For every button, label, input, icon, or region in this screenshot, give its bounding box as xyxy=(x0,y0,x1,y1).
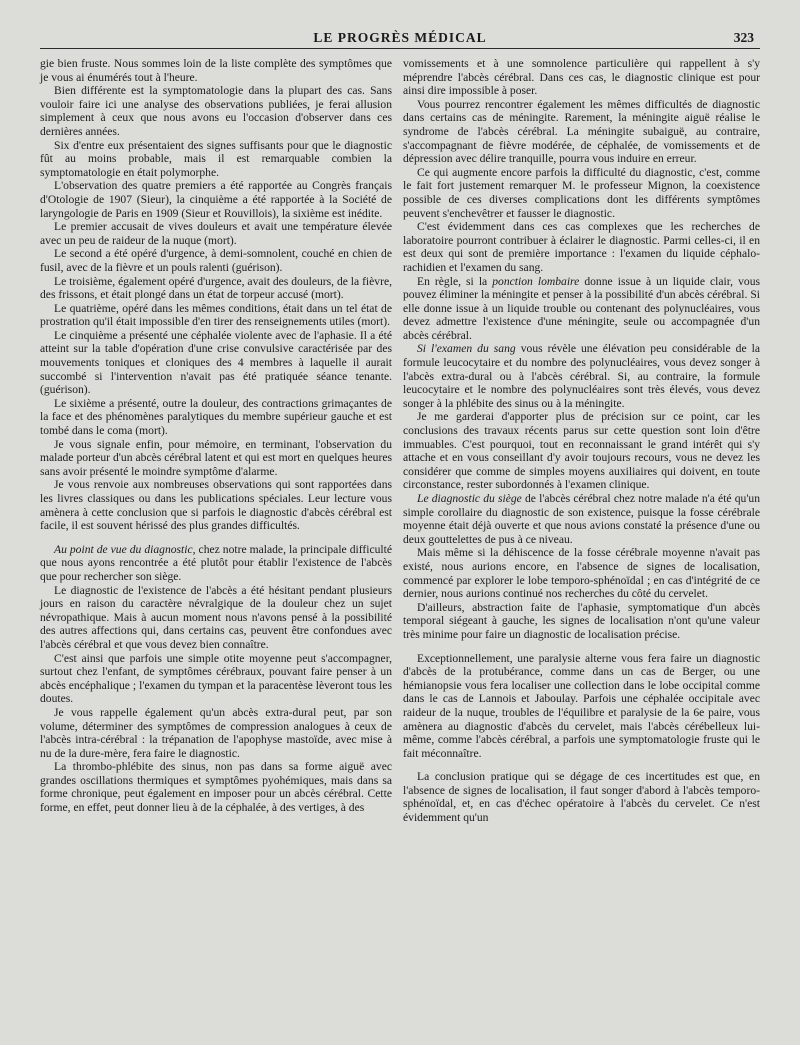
paragraph xyxy=(403,342,760,410)
italic-phrase: Si l'examen du sang xyxy=(417,342,516,356)
paragraph: Le cinquième a présenté une céphalée violente avec de l'aphasie. Il a été atteint sur la table d'opération d'une crise convulsive caractérisée par des mouvements toniques et cloniques des 4 membres à laquelle il aurait succombé si l'intervention n'avait pas été pratiquée séance tenante. (guérison). xyxy=(40,328,392,397)
paragraph xyxy=(403,492,760,546)
paragraph: Vous pourrez rencontrer également les mêmes difficultés de diagnostic dans certains cas de méningite. Rarement, la méningite aiguë réalise le syndrome de l'abcès cérébral. La méningite subaiguë, au contraire, s'accompagnant de fièvre modérée, de céphalée, de vomissements et de dépression avec délire tranquille, pourra vous induire en erreur. xyxy=(403,97,760,166)
page-number: 323 xyxy=(733,30,754,45)
italic-phrase: Au point de vue du diagnostic, xyxy=(54,542,196,556)
paragraph: Je vous signale enfin, pour mémoire, en terminant, l'observation du malade porteur d'un abcès cérébral latent et qui est mort en quelques heures sans avoir présenté le moindre symptôme d'alarme. xyxy=(40,437,392,478)
paragraph: Je vous renvoie aux nombreuses observations qui sont rapportées dans les livres classiques ou dans les publications spéciales. Leur lecture vous amènera à cette conclusion que si parfois le diagnostic d'abcès cérébral est facile, il est souvent hérissé des plus grandes difficultés. xyxy=(40,478,392,533)
paragraph: La conclusion pratique qui se dégage de ces incertitudes est que, en l'absence de signes de localisation, il faut songer d'abord à l'abcès temporo-sphénoïdal, et, en cas d'échec opératoire à l'abcès du cervelet. Ce n'est évidemment qu'un xyxy=(403,770,760,825)
paragraph: D'ailleurs, abstraction faite de l'aphasie, symptomatique d'un abcès temporal siégeant à gauche, les signes de localisation n'ont qu'une valeur très minime pour faire un diagnostic de localisation précise. xyxy=(403,600,760,641)
paragraph: Je vous rappelle également qu'un abcès extra-dural peut, par son volume, déterminer des symptômes de compression analogues à ceux de l'abcès intra-cérébral : la trépanation de l'apophyse mastoïde, avec mise à nu de la dure-mère, fera faire le diagnostic. xyxy=(40,705,392,760)
paragraph: Ce qui augmente encore parfois la difficulté du diagnostic, c'est, comme le fait fort justement remarquer M. le professeur Mignon, la coexistence possible de ces diverses complications dont les différents symptômes peuvent s'enchevêtrer et fausser le diagnostic. xyxy=(403,165,760,220)
left-column xyxy=(40,57,392,825)
paragraph xyxy=(40,543,392,584)
paragraph: Le sixième a présenté, outre la douleur, des contractions grimaçantes de la face et des phénomènes paralytiques du membre supérieur gauche et est tombé dans le coma (mort). xyxy=(40,396,392,438)
paragraph: C'est évidemment dans ces cas complexes que les recherches de laboratoire pourront contribuer à éclairer le diagnostic. Parmi celles-ci, il en est deux qui sont de première importance : l'examen du liquide céphalo-rachidien et l'examen du sang. xyxy=(403,220,760,274)
paragraph: vomissements et à une somnolence particulière qui rappellent à s'y méprendre l'abcès cérébral. Dans ces cas, le diagnostic clinique est pour ainsi dire impossible à poser. xyxy=(403,57,760,98)
running-head xyxy=(40,30,760,49)
journal-title: LE PROGRÈS MÉDICAL xyxy=(313,30,487,45)
paragraph-text: chez notre malade, la principale difficulté que nous ayons rencontrée a été plutôt pour établir l'existence de l'abcès que pour rechercher son siège. xyxy=(40,542,392,583)
paragraph: C'est ainsi que parfois une simple otite moyenne peut s'accompagner, surtout chez l'enfant, de symptômes cérébraux, pouvant faire penser à un abcès encéphalique ; l'examen du tympan et la paracentèse lèveront tous les doutes. xyxy=(40,651,392,706)
paragraph: Le quatrième, opéré dans les mêmes conditions, était dans un tel état de prostration qu'il était impossible d'en tirer des renseignements utiles (mort). xyxy=(40,301,392,329)
italic-phrase: Le diagnostic du siège xyxy=(417,492,522,505)
text-columns xyxy=(40,57,760,825)
paragraph: Bien différente est la symptomatologie dans la plupart des cas. Sans vouloir faire ici une analyse des observations publiées, je ferai allusion simplement à ceux que nous avons eu l'occasion d'observer dans ces dernières années. xyxy=(40,84,392,138)
paragraph-text: de l'abcès cérébral chez notre malade n'a été qu'un simple corollaire du diagnostic de son existence, puisque la fosse cérébrale moyenne était déjà ouverte et que nous avions constaté la présence d'une ou deux gouttelettes de pus à ce niveau. xyxy=(403,492,761,546)
paragraph: Je me garderai d'apporter plus de précision sur ce point, car les conclusions des travaux récents parus sur cette question sont loin d'être immuables. C'est pourquoi, tout en reconnaissant le grand intérêt qui s'y attache et en vous conseillant d'y avoir toujours recours, vous ne devez les considérer que comme de simples moyens auxiliaires qui doivent, en toute circonstance, rester subordonnés à l'examen clinique. xyxy=(403,410,760,492)
paragraph: Le second a été opéré d'urgence, à demi-somnolent, couché en chien de fusil, avec de la fièvre et un pouls ralenti (guérison). xyxy=(40,247,392,274)
paragraph: Le diagnostic de l'existence de l'abcès a été hésitant pendant plusieurs jours en raison du caractère névralgique de la douleur chez un sujet névropathique. Mais à aucun moment nous n'avons pensé à la possibilité des autres affections qui, dans certains cas, peuvent être confondues avec l'abcès cérébral et que vous devez bien connaître. xyxy=(40,583,392,651)
paragraph: Exceptionnellement, une paralysie alterne vous fera faire un diagnostic d'abcès de la protubérance, comme dans un cas de Berger, ou une hémianopsie vous fera localiser une collection dans le lobe occipital comme dans le cas de Lannois et Jaboulay. Parfois une céphalée occipitale avec raideur de la nuque, troubles de l'équilibre et paralysie de la 6e paire, vous amènera au diagnostic d'abcès du cervelet, mais l'abcès cérébelleux lui-même, comme l'abcès cérébral, a parfois une symptomatologie fruste qui le fait méconnaître. xyxy=(403,651,760,760)
paragraph: gie bien fruste. Nous sommes loin de la liste complète des symptômes que je vous ai énumérés tout à l'heure. xyxy=(40,57,392,84)
paragraph-text: donne issue à un liquide clair, vous pouvez éliminer la méningite et penser à la possibilité d'un abcès cérébral. Si elle donne issue à un liquide trouble ou contenant des polynucléaires, vous devez admettre l'existence d'une méningite, seule ou accompagnée d'un abcès cérébral. xyxy=(403,274,760,342)
paragraph: La thrombo-phlébite des sinus, non pas dans sa forme aiguë avec grandes oscillations thermiques et symptômes pyohémiques, mais dans sa forme chronique, peut également en imposer pour un abcès cérébral. Cette forme, en effet, peut donner lieu à de la céphalée, à des vertiges, à des xyxy=(40,760,392,815)
paragraph xyxy=(403,275,760,343)
paragraph: Le troisième, également opéré d'urgence, avait des douleurs, de la fièvre, des frissons, et était plongé dans un état de torpeur accusé (mort). xyxy=(40,274,392,302)
paragraph-text: En règle, si la xyxy=(417,274,493,288)
paragraph: Mais même si la déhiscence de la fosse cérébrale moyenne n'avait pas existé, nous aurions encore, en l'absence de signes de localisation, commencé par explorer le lobe temporo-sphénoïdal ; en cas d'intégrité de ce dernier, nous aurions continué nos recherches du côté du cervelet. xyxy=(403,546,760,601)
paragraph: L'observation des quatre premiers a été rapportée au Congrès français d'Otologie de 1907 (Sieur), la cinquième a été rapportée à la Société de laryngologie de Paris en 1909 (Sieur et Rouvillois), la sixième est inédite. xyxy=(40,179,392,220)
right-column xyxy=(403,57,760,825)
italic-phrase: ponction lombaire xyxy=(492,274,580,288)
paragraph: Six d'entre eux présentaient des signes suffisants pour que le diagnostic fût au moins probable, mais il est remarquable combien la symptomatologie en était polymorphe. xyxy=(40,138,392,179)
paragraph-text: vous révèle une élévation peu considérable de la formule leucocytaire et du nombre des polynucléaires, vous devez songer à l'abcès extra-dural ou à l'abcès cérébral. Si, au contraire, la formule leucocytaire et le nombre des polynucléaires sont très élevés, vous devez songer à la phlébite des sinus ou à la méningite. xyxy=(403,342,760,410)
paragraph: Le premier accusait de vives douleurs et avait une température élevée avec un peu de raideur de la nuque (mort). xyxy=(40,220,392,247)
